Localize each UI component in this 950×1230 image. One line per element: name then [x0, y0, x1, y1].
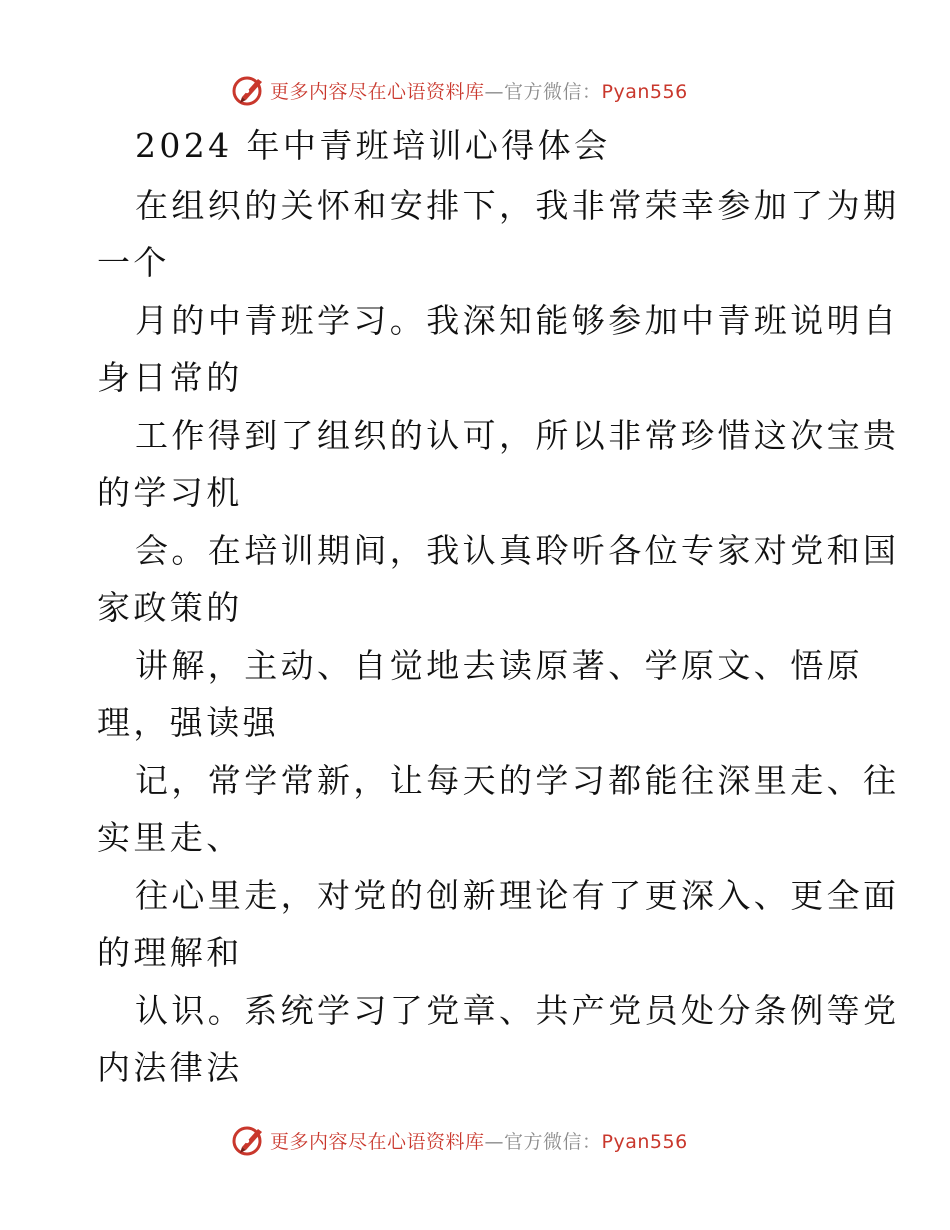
document-title: 2024 年中青班培训心得体会	[135, 126, 611, 165]
body-line-6: 的学习机	[97, 473, 243, 512]
watermark-id: Pyan556	[601, 80, 688, 103]
body-line-13: 往心里走，对党的创新理论有了更深入、更全面	[135, 876, 900, 915]
body-line-16: 内法律法	[97, 1048, 243, 1087]
body-line-8: 家政策的	[97, 588, 243, 627]
body-line-9: 讲解，主动、自觉地去读原著、学原文、悟原	[135, 646, 863, 685]
pen-nib-logo-icon	[232, 1123, 266, 1157]
body-line-4: 身日常的	[97, 358, 243, 397]
body-line-14: 的理解和	[97, 933, 243, 972]
footer-watermark	[232, 1122, 688, 1158]
header-watermark	[232, 72, 688, 108]
watermark-main: 更多内容尽在心语资料库	[270, 1130, 485, 1153]
body-line-15: 认识。系统学习了党章、共产党员处分条例等党	[135, 991, 900, 1030]
body-line-11: 记，常学常新，让每天的学习都能往深里走、往	[135, 761, 900, 800]
watermark-separator: —官方微信：	[484, 1130, 602, 1153]
watermark-text	[270, 77, 688, 104]
body-line-5: 工作得到了组织的认可，所以非常珍惜这次宝贵	[135, 416, 900, 455]
body-line-12: 实里走、	[97, 818, 243, 857]
watermark-text	[270, 1127, 688, 1154]
watermark-main: 更多内容尽在心语资料库	[270, 80, 485, 103]
watermark-id: Pyan556	[601, 1130, 688, 1153]
body-line-7: 会。在培训期间，我认真聆听各位专家对党和国	[135, 531, 900, 570]
body-line-3: 月的中青班学习。我深知能够参加中青班说明自	[135, 301, 900, 340]
body-line-10: 理，强读强	[97, 703, 279, 742]
body-line-2: 一个	[97, 243, 170, 282]
watermark-separator: —官方微信：	[484, 80, 602, 103]
body-line-1: 在组织的关怀和安排下，我非常荣幸参加了为期	[135, 186, 900, 225]
pen-nib-logo-icon	[232, 73, 266, 107]
